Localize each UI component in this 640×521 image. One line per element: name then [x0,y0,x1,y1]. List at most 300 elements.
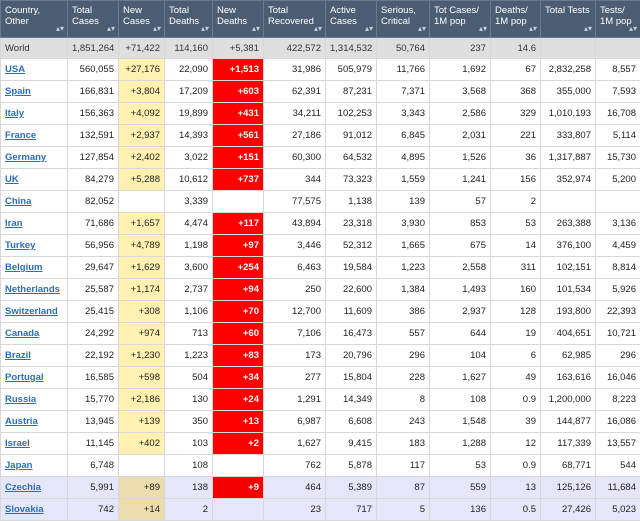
deaths-1m-cell: 19 [491,323,541,345]
country-link[interactable]: Iran [5,218,22,229]
country-link[interactable]: Netherlands [5,284,60,295]
world-total-cases: 1,851,264 [68,38,119,59]
country-cell [1,499,68,521]
table-row [1,367,640,389]
total-deaths-cell: 17,209 [165,81,213,103]
column-header-new-deaths[interactable] [213,1,264,38]
total-deaths-cell: 713 [165,323,213,345]
table-row [1,345,640,367]
total-tests-cell: 163,616 [541,367,596,389]
country-cell [1,191,68,213]
column-header-active-cases[interactable] [326,1,377,38]
active-cases-cell: 505,979 [326,59,377,81]
active-cases-cell: 6,608 [326,411,377,433]
column-header-label: Total Cases [72,5,99,27]
sort-arrows-icon[interactable]: ▴▾ [584,25,592,33]
table-row [1,301,640,323]
tests-1m-cell: 5,114 [596,125,640,147]
tot-cases-1m-cell: 108 [430,389,491,411]
new-deaths-cell: +2 [213,433,264,455]
total-recovered-cell: 31,986 [264,59,326,81]
deaths-1m-cell: 49 [491,367,541,389]
total-cases-cell: 127,854 [68,147,119,169]
table-row [1,235,640,257]
new-cases-cell: +4,092 [119,103,165,125]
deaths-1m-cell: 311 [491,257,541,279]
tests-1m-cell: 8,814 [596,257,640,279]
table-row [1,147,640,169]
total-recovered-cell: 344 [264,169,326,191]
tot-cases-1m-cell: 57 [430,191,491,213]
new-deaths-cell: +561 [213,125,264,147]
total-recovered-cell: 23 [264,499,326,521]
total-cases-cell: 560,055 [68,59,119,81]
total-cases-cell: 11,145 [68,433,119,455]
total-tests-cell: 144,877 [541,411,596,433]
total-recovered-cell: 60,300 [264,147,326,169]
new-cases-cell [119,191,165,213]
column-header-label: Deaths/ 1M pop [495,5,528,27]
new-deaths-cell: +431 [213,103,264,125]
table-row [1,125,640,147]
deaths-1m-cell: 6 [491,345,541,367]
column-header-deaths-1m[interactable] [491,1,541,38]
total-tests-cell: 101,534 [541,279,596,301]
serious-critical-cell: 3,343 [377,103,430,125]
tests-1m-cell: 4,459 [596,235,640,257]
total-recovered-cell: 250 [264,279,326,301]
total-deaths-cell: 138 [165,477,213,499]
deaths-1m-cell: 156 [491,169,541,191]
serious-critical-cell: 7,371 [377,81,430,103]
serious-critical-cell: 3,930 [377,213,430,235]
active-cases-cell: 87,231 [326,81,377,103]
active-cases-cell: 717 [326,499,377,521]
tot-cases-1m-cell: 53 [430,455,491,477]
total-cases-cell: 132,591 [68,125,119,147]
total-deaths-cell: 1,223 [165,345,213,367]
tests-1m-cell: 7,593 [596,81,640,103]
new-deaths-cell: +9 [213,477,264,499]
sort-arrows-icon[interactable]: ▴▾ [107,25,115,33]
sort-arrows-icon[interactable]: ▴▾ [418,25,426,33]
country-cell [1,147,68,169]
table-row [1,257,640,279]
total-tests-cell: 27,426 [541,499,596,521]
total-cases-cell: 84,279 [68,169,119,191]
new-cases-cell: +402 [119,433,165,455]
sort-arrows-icon[interactable]: ▴▾ [252,25,260,33]
new-cases-cell: +27,176 [119,59,165,81]
total-cases-cell: 5,991 [68,477,119,499]
world-new-deaths: +5,381 [213,38,264,59]
country-link[interactable]: Austria [5,416,38,427]
country-link[interactable]: China [5,196,31,207]
sort-arrows-icon[interactable]: ▴▾ [314,25,322,33]
serious-critical-cell: 386 [377,301,430,323]
tests-1m-cell: 16,046 [596,367,640,389]
total-cases-cell: 16,585 [68,367,119,389]
tests-1m-cell: 296 [596,345,640,367]
deaths-1m-cell: 329 [491,103,541,125]
total-recovered-cell: 1,291 [264,389,326,411]
tot-cases-1m-cell: 2,937 [430,301,491,323]
deaths-1m-cell: 14 [491,235,541,257]
new-deaths-cell: +24 [213,389,264,411]
active-cases-cell: 11,609 [326,301,377,323]
country-link[interactable]: Italy [5,108,24,119]
column-header-new-cases[interactable] [119,1,165,38]
table-body [1,38,640,521]
total-recovered-cell: 464 [264,477,326,499]
country-link[interactable]: UK [5,174,19,185]
active-cases-cell: 64,532 [326,147,377,169]
table-row [1,103,640,125]
new-deaths-cell: +13 [213,411,264,433]
deaths-1m-cell: 0.5 [491,499,541,521]
country-cell [1,477,68,499]
sort-arrows-icon[interactable]: ▴▾ [629,25,637,33]
new-deaths-cell: +603 [213,81,264,103]
table-row [1,323,640,345]
total-deaths-cell: 350 [165,411,213,433]
deaths-1m-cell: 13 [491,477,541,499]
tests-1m-cell: 16,708 [596,103,640,125]
total-tests-cell: 2,832,258 [541,59,596,81]
total-cases-cell: 82,052 [68,191,119,213]
deaths-1m-cell: 67 [491,59,541,81]
table-row [1,213,640,235]
total-deaths-cell: 10,612 [165,169,213,191]
table-row [1,433,640,455]
column-header-total-recovered[interactable] [264,1,326,38]
tests-1m-cell: 10,721 [596,323,640,345]
tests-1m-cell: 16,086 [596,411,640,433]
serious-critical-cell: 243 [377,411,430,433]
table-row [1,477,640,499]
total-cases-cell: 166,831 [68,81,119,103]
total-tests-cell: 117,339 [541,433,596,455]
tests-1m-cell: 5,926 [596,279,640,301]
total-cases-cell: 25,415 [68,301,119,323]
column-header-label: Total Deaths [169,5,199,27]
total-deaths-cell: 3,339 [165,191,213,213]
serious-critical-cell: 4,895 [377,147,430,169]
total-deaths-cell: 130 [165,389,213,411]
tot-cases-1m-cell: 559 [430,477,491,499]
active-cases-cell: 91,012 [326,125,377,147]
column-header-tests-1m[interactable] [596,1,640,38]
tot-cases-1m-cell: 1,241 [430,169,491,191]
world-total-recovered: 422,572 [264,38,326,59]
new-cases-cell: +1,629 [119,257,165,279]
column-header-country[interactable] [1,1,68,38]
country-link[interactable]: USA [5,64,25,75]
total-tests-cell: 376,100 [541,235,596,257]
total-deaths-cell: 4,474 [165,213,213,235]
world-new-cases: +71,422 [119,38,165,59]
deaths-1m-cell: 128 [491,301,541,323]
table-row [1,499,640,521]
tests-1m-cell: 13,557 [596,433,640,455]
serious-critical-cell: 183 [377,433,430,455]
active-cases-cell: 102,253 [326,103,377,125]
deaths-1m-cell: 160 [491,279,541,301]
new-cases-cell: +2,402 [119,147,165,169]
column-header-serious-critical[interactable] [377,1,430,38]
serious-critical-cell: 1,665 [377,235,430,257]
table-row [1,191,640,213]
table-row [1,411,640,433]
country-link[interactable]: France [5,130,36,141]
country-link[interactable]: Japan [5,460,32,471]
country-cell [1,169,68,191]
column-header-label: Serious, Critical [381,5,416,27]
new-cases-cell: +3,804 [119,81,165,103]
deaths-1m-cell: 39 [491,411,541,433]
tot-cases-1m-cell: 853 [430,213,491,235]
total-tests-cell: 333,807 [541,125,596,147]
table-header-row [1,1,640,38]
deaths-1m-cell: 2 [491,191,541,213]
column-header-label: Total Recovered [268,5,314,27]
active-cases-cell: 19,584 [326,257,377,279]
new-deaths-cell [213,499,264,521]
active-cases-cell: 73,323 [326,169,377,191]
deaths-1m-cell: 12 [491,433,541,455]
new-cases-cell: +598 [119,367,165,389]
new-cases-cell: +1,657 [119,213,165,235]
world-serious-critical: 50,764 [377,38,430,59]
sort-arrows-icon[interactable]: ▴▾ [201,25,209,33]
serious-critical-cell: 87 [377,477,430,499]
total-cases-cell: 13,945 [68,411,119,433]
country-link[interactable]: Brazil [5,350,31,361]
serious-critical-cell: 228 [377,367,430,389]
tests-1m-cell: 8,557 [596,59,640,81]
total-cases-cell: 29,647 [68,257,119,279]
total-cases-cell: 24,292 [68,323,119,345]
total-deaths-cell: 3,022 [165,147,213,169]
serious-critical-cell: 11,766 [377,59,430,81]
new-deaths-cell: +34 [213,367,264,389]
table-row [1,169,640,191]
tot-cases-1m-cell: 2,586 [430,103,491,125]
tests-1m-cell: 15,730 [596,147,640,169]
new-deaths-cell [213,455,264,477]
tot-cases-1m-cell: 1,692 [430,59,491,81]
tot-cases-1m-cell: 2,031 [430,125,491,147]
country-cell [1,411,68,433]
active-cases-cell: 14,349 [326,389,377,411]
column-header-total-deaths[interactable] [165,1,213,38]
total-cases-cell: 6,748 [68,455,119,477]
total-cases-cell: 22,192 [68,345,119,367]
country-link[interactable]: Czechia [5,482,41,493]
deaths-1m-cell: 53 [491,213,541,235]
total-recovered-cell: 6,987 [264,411,326,433]
world-tests-1m [596,38,640,59]
country-link[interactable]: Turkey [5,240,35,251]
country-link[interactable]: Belgium [5,262,42,273]
sort-arrows-icon[interactable]: ▴▾ [365,25,373,33]
country-cell [1,257,68,279]
sort-arrows-icon[interactable]: ▴▾ [56,25,64,33]
deaths-1m-cell: 0.9 [491,389,541,411]
country-cell [1,213,68,235]
total-deaths-cell: 504 [165,367,213,389]
serious-critical-cell: 296 [377,345,430,367]
table-row [1,279,640,301]
country-link[interactable]: Spain [5,86,31,97]
total-deaths-cell: 22,090 [165,59,213,81]
deaths-1m-cell: 36 [491,147,541,169]
column-header-tot-cases-1m[interactable] [430,1,491,38]
total-recovered-cell: 1,627 [264,433,326,455]
tot-cases-1m-cell: 1,627 [430,367,491,389]
serious-critical-cell: 6,845 [377,125,430,147]
total-deaths-cell: 2,737 [165,279,213,301]
total-tests-cell: 62,985 [541,345,596,367]
tot-cases-1m-cell: 1,548 [430,411,491,433]
total-recovered-cell: 62,391 [264,81,326,103]
country-link[interactable]: Switzerland [5,306,58,317]
deaths-1m-cell: 368 [491,81,541,103]
country-cell [1,323,68,345]
new-deaths-cell [213,191,264,213]
total-tests-cell: 1,010,193 [541,103,596,125]
total-tests-cell: 68,771 [541,455,596,477]
country-cell [1,235,68,257]
total-deaths-cell: 103 [165,433,213,455]
tot-cases-1m-cell: 1,288 [430,433,491,455]
total-recovered-cell: 34,211 [264,103,326,125]
country-cell [1,279,68,301]
total-tests-cell: 1,200,000 [541,389,596,411]
new-cases-cell: +2,937 [119,125,165,147]
country-cell [1,367,68,389]
tests-1m-cell: 3,136 [596,213,640,235]
total-recovered-cell: 12,700 [264,301,326,323]
deaths-1m-cell: 221 [491,125,541,147]
country-cell [1,345,68,367]
tot-cases-1m-cell: 644 [430,323,491,345]
total-tests-cell: 1,317,887 [541,147,596,169]
country-link[interactable]: Slovakia [5,504,44,515]
total-cases-cell: 25,587 [68,279,119,301]
tests-1m-cell: 5,023 [596,499,640,521]
active-cases-cell: 1,138 [326,191,377,213]
table-row [1,389,640,411]
country-link[interactable]: Germany [5,152,46,163]
new-deaths-cell: +70 [213,301,264,323]
total-deaths-cell: 3,600 [165,257,213,279]
new-cases-cell: +4,789 [119,235,165,257]
table-row [1,81,640,103]
column-header-total-tests[interactable] [541,1,596,38]
column-header-label: Active Cases [330,5,357,27]
total-deaths-cell: 14,393 [165,125,213,147]
sort-arrows-icon[interactable]: ▴▾ [479,25,487,33]
total-tests-cell: 263,388 [541,213,596,235]
column-header-label: Total Tests [545,5,590,16]
world-tot-cases-1m: 237 [430,38,491,59]
country-cell [1,455,68,477]
total-recovered-cell: 762 [264,455,326,477]
total-recovered-cell: 43,894 [264,213,326,235]
country-link[interactable]: Israel [5,438,30,449]
total-cases-cell: 156,363 [68,103,119,125]
country-cell [1,125,68,147]
new-cases-cell: +1,230 [119,345,165,367]
column-header-label: Tests/ 1M pop [600,5,632,27]
total-tests-cell: 125,126 [541,477,596,499]
active-cases-cell: 20,796 [326,345,377,367]
deaths-1m-cell: 0.9 [491,455,541,477]
world-deaths-1m: 14.6 [491,38,541,59]
column-header-total-cases[interactable] [68,1,119,38]
country-cell [1,433,68,455]
active-cases-cell: 22,600 [326,279,377,301]
active-cases-cell: 5,878 [326,455,377,477]
serious-critical-cell: 1,223 [377,257,430,279]
tot-cases-1m-cell: 104 [430,345,491,367]
sort-arrows-icon[interactable]: ▴▾ [529,25,537,33]
tests-1m-cell: 544 [596,455,640,477]
tests-1m-cell: 22,393 [596,301,640,323]
world-active-cases: 1,314,532 [326,38,377,59]
country-cell [1,301,68,323]
table-row [1,455,640,477]
new-cases-cell [119,455,165,477]
tot-cases-1m-cell: 675 [430,235,491,257]
new-deaths-cell: +1,513 [213,59,264,81]
total-cases-cell: 71,686 [68,213,119,235]
total-tests-cell: 355,000 [541,81,596,103]
serious-critical-cell: 117 [377,455,430,477]
total-tests-cell: 193,800 [541,301,596,323]
active-cases-cell: 23,318 [326,213,377,235]
new-cases-cell: +5,288 [119,169,165,191]
sort-arrows-icon[interactable]: ▴▾ [153,25,161,33]
new-cases-cell: +2,186 [119,389,165,411]
tot-cases-1m-cell: 2,558 [430,257,491,279]
total-tests-cell: 352,974 [541,169,596,191]
total-cases-cell: 15,770 [68,389,119,411]
tot-cases-1m-cell: 3,568 [430,81,491,103]
world-total-row [1,38,640,59]
serious-critical-cell: 557 [377,323,430,345]
total-tests-cell [541,191,596,213]
serious-critical-cell: 8 [377,389,430,411]
tests-1m-cell: 5,200 [596,169,640,191]
total-recovered-cell: 27,186 [264,125,326,147]
new-cases-cell: +14 [119,499,165,521]
tot-cases-1m-cell: 1,493 [430,279,491,301]
country-link[interactable]: Canada [5,328,39,339]
total-cases-cell: 56,956 [68,235,119,257]
serious-critical-cell: 1,559 [377,169,430,191]
new-deaths-cell: +254 [213,257,264,279]
serious-critical-cell: 1,384 [377,279,430,301]
country-link[interactable]: Portugal [5,372,44,383]
total-recovered-cell: 277 [264,367,326,389]
new-cases-cell: +308 [119,301,165,323]
country-cell [1,81,68,103]
active-cases-cell: 5,389 [326,477,377,499]
country-link[interactable]: Russia [5,394,36,405]
country-cell [1,59,68,81]
